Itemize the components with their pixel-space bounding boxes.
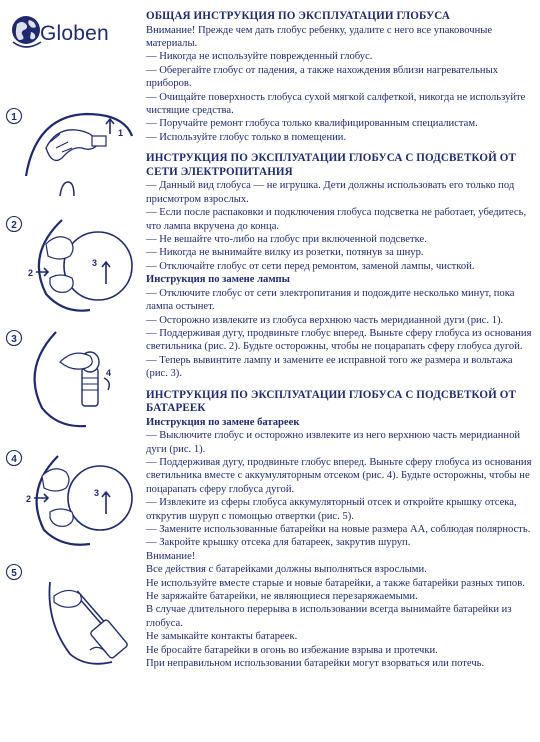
section-2-line: — Не вешайте что-либо на глобус при включенной подсветке. — [146, 234, 427, 246]
svg-text:2: 2 — [26, 494, 32, 504]
svg-text:3: 3 — [92, 258, 98, 268]
section-2-line: — Отключайте глобус от сети перед ремонтом, заменой лампы, чисткой. — [146, 260, 475, 272]
svg-text:2: 2 — [28, 268, 34, 278]
battery-replacement-line: — Поддерживая дугу, продвиньте глобус вперед. Выньте сферу глобуса из основания светильника вместе с аккумуляторным отсеком (рис. 4). Будьте осторожны, чтобы не поцарапать сферу глобуса дугой. — [146, 456, 532, 495]
figure-2-sphere-removal — [6, 214, 140, 314]
brand-name: Globen — [40, 22, 109, 45]
section-2-heading: ИНСТРУКЦИЯ ПО ЭКСПЛУАТАЦИИ ГЛОБУСА С ПОДСВЕТКОЙ ОТ СЕТИ ЭЛЕКТРОПИТАНИЯ — [146, 152, 516, 178]
section-1-line: — Очищайте поверхность глобуса сухой мягкой салфеткой, никогда не используйте чистящие средства. — [146, 91, 526, 117]
lamp-replacement-line: — Теперь вывинтите лампу и замените ее исправной того же размера и вольтажа (рис. 3). — [146, 354, 513, 380]
section-2-line: — Никогда не вынимайте вилку из розетки, потянув за шнур. — [146, 247, 424, 259]
svg-text:3: 3 — [11, 334, 17, 345]
figure-3-lamp-replacement — [6, 328, 140, 428]
figure-4-battery-sphere-removal — [6, 448, 140, 548]
brand-logo — [10, 12, 130, 56]
figure-number-label: 1 — [11, 112, 17, 123]
warning-line: Не используйте вместе старые и новые батарейки, а также батарейки разных типов. — [146, 577, 525, 589]
hands-holding-globe-illustration — [6, 214, 140, 314]
hands-holding-globe-battery-illustration — [6, 448, 140, 548]
svg-text:3: 3 — [94, 488, 100, 498]
battery-replacement-line: — Извлеките из сферы глобуса аккумуляторный отсек и откройте крышку отсека, открутив шуруп с помощью отвертки (рис. 5). — [146, 497, 517, 522]
lamp-replacement-line: — Поддерживая дугу, продвиньте глобус вперед. Выньте сферу глобуса из основания светильника (рис. 2). Будьте осторожны, чтобы не поцарапать сферу глобуса дугой. — [146, 327, 532, 353]
warning-title: Внимание! — [146, 550, 196, 562]
instructions-text — [146, 10, 532, 670]
warning-line: Все действия с батарейками должны выполняться взрослыми. — [146, 564, 427, 576]
figure-1-meridian-removal — [6, 106, 140, 198]
section-1-line: Внимание! Прежде чем дать глобус ребенку, удалите с него все упаковочные материалы. — [146, 24, 493, 49]
lamp-replacement-line: — Отключите глобус от сети электропитания и подождите несколько минут, пока лампа остынет. — [146, 287, 515, 313]
section-1-line: — Оберегайте глобус от падения, а также нахождения вблизи нагревательных приборов. — [146, 64, 499, 90]
svg-text:5: 5 — [11, 568, 17, 579]
warning-line: Не бросайте батарейки в огонь во избежание взрыва и протечки. — [146, 644, 438, 656]
hand-unscrewing-lamp-illustration — [6, 328, 140, 428]
lamp-replacement-subheading: Инструкция по замене лампы — [146, 274, 290, 286]
hand-lifting-arc-illustration — [6, 106, 140, 198]
globe-logo-icon — [10, 12, 44, 52]
lamp-replacement-line: — Осторожно извлеките из глобуса верхнюю часть меридианной дуги (рис. 1). — [146, 314, 504, 326]
battery-replacement-line: — Выключите глобус и осторожно извлеките из него верхнюю часть меридианной дуги (рис. 1). — [146, 430, 521, 455]
svg-text:4: 4 — [106, 368, 112, 378]
svg-text:4: 4 — [11, 454, 17, 465]
section-1-line: — Используйте глобус только в помещении. — [146, 131, 347, 143]
warning-line: В случае длительного перерыва в использовании всегда вынимайте батарейки из глобуса. — [146, 604, 512, 629]
warning-line: При неправильном использовании батарейки могут взорваться или потечь. — [146, 658, 485, 670]
warning-line: Не замыкайте контакты батареек. — [146, 631, 298, 643]
battery-replacement-line: — Закройте крышку отсека для батареек, закрутив шуруп. — [146, 537, 411, 549]
section-2-line: — Если после распаковки и подключения глобуса подсветка не работает, убедитесь, что лампа вкручена до конца. — [146, 207, 527, 232]
section-3-heading: ИНСТРУКЦИЯ ПО ЭКСПЛУАТАЦИИ ГЛОБУСА С ПОДСВЕТКОЙ ОТ БАТАРЕЕК — [146, 388, 516, 415]
section-1-line: — Поручайте ремонт глобуса только квалифицированным специалистам. — [146, 118, 478, 130]
svg-text:1: 1 — [118, 128, 124, 138]
battery-replacement-subheading: Инструкция по замене батареек — [146, 416, 300, 428]
battery-replacement-line: — Замените использованные батарейки на новые размера AA, соблюдая полярность. — [146, 523, 531, 535]
figure-5-battery-compartment — [6, 562, 140, 668]
section-1-heading: ОБЩАЯ ИНСТРУКЦИЯ ПО ЭКСПЛУАТАЦИИ ГЛОБУСА — [146, 10, 450, 22]
svg-text:2: 2 — [11, 220, 17, 231]
screwdriver-battery-compartment-illustration — [6, 562, 140, 668]
section-2-line: — Данный вид глобуса — не игрушка. Дети должны использовать его только под присмотром взрослых. — [146, 180, 515, 205]
section-1-line: — Никогда не используйте поврежденный глобус. — [146, 51, 373, 63]
warning-line: Не заряжайте батарейки, не являющиеся перезаряжаемыми. — [146, 591, 418, 602]
